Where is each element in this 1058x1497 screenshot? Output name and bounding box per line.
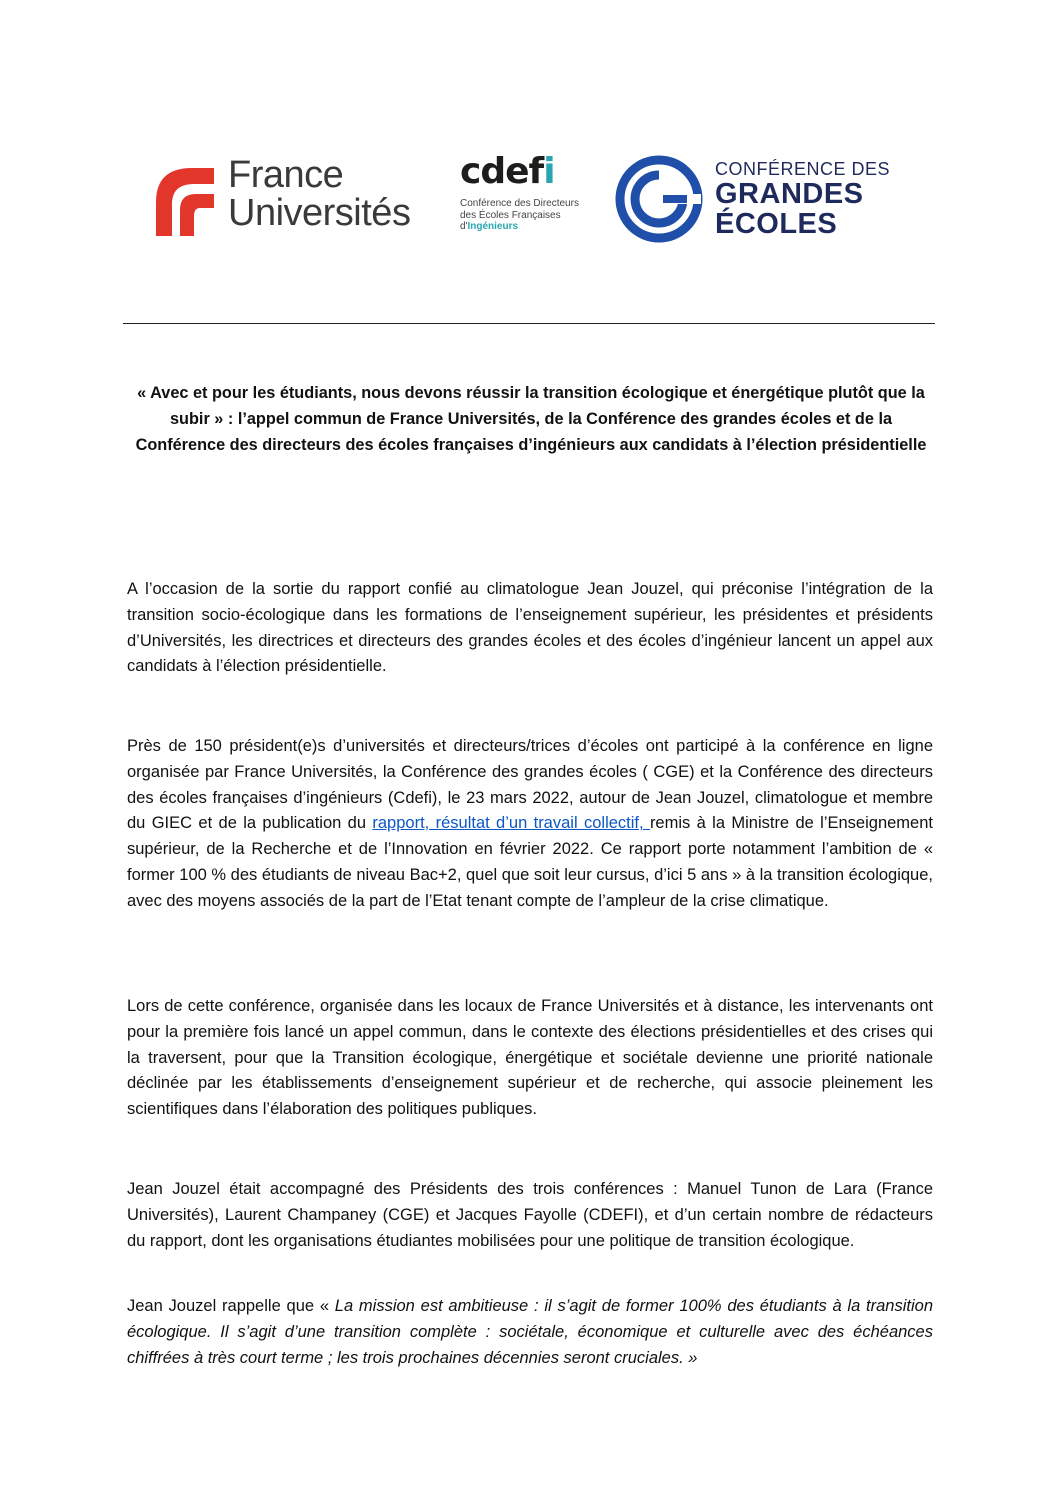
cdefi-subtitle-accent: Ingénieurs xyxy=(467,221,519,232)
paragraph-conference-text-2: remis à la Ministre de l’Enseignement supérieur, de la Recherche et de l’Innovation en février 2022. Ce rapport porte notamment l’ambition de « former 100 % des étudiants de niveau Bac+2, quel que soit leur cursus, d’ici 5 ans » à la transition écologique, avec des moyens associés de la part de l’Etat tenant compte de l’ampleur de la crise climatique. xyxy=(127,814,933,910)
cge-mark-icon xyxy=(615,155,703,243)
paragraph-presidents: Jean Jouzel était accompagné des Présidents des trois conférences : Manuel Tunon de Lara (France Universités), Laurent Champaney (CGE) et Jacques Fayolle (CDEFI), et d’un certain nombre de rédacteurs du rapport, dont les organisations étudiantes mobilisées pour une politique de transition écologique. xyxy=(127,1180,933,1250)
header-divider xyxy=(123,323,935,324)
france-universites-mark-icon xyxy=(152,162,216,236)
france-universites-line1: France xyxy=(228,154,344,196)
cdefi-subtitle-line2: des Écoles Françaises xyxy=(460,209,561,221)
press-release-title: « Avec et pour les étudiants, nous devons réussir la transition écologique et énergétique plutôt que la subir » : l’appel commun de France Universités, de la Conférence des grandes écoles et de la Conférence des directeurs des écoles françaises d’ingénieurs aux candidats à l’élection présidentielle xyxy=(135,384,927,454)
france-universites-line2: Universités xyxy=(228,192,411,234)
report-link[interactable]: rapport, résultat d’un travail collectif, xyxy=(372,814,650,833)
cdefi-subtitle xyxy=(460,198,610,233)
paragraph-quote-intro: Jean Jouzel rappelle que « xyxy=(127,1297,335,1315)
cdefi-subtitle-line3: d' xyxy=(460,221,468,232)
cge-line2: GRANDES xyxy=(715,178,864,210)
cge-line1: CONFÉRENCE DES xyxy=(715,159,891,179)
cdefi-logo xyxy=(460,152,610,252)
cdefi-wordmark-main: cdef xyxy=(460,151,544,192)
cdefi-subtitle-line1: Conférence des Directeurs xyxy=(460,198,579,209)
paragraph-intro: A l’occasion de la sortie du rapport confié au climatologue Jean Jouzel, qui préconise l’intégration de la transition socio-écologique dans les formations de l’enseignement supérieur, les présidentes et présidents d’Universités, les directrices et directeurs des grandes écoles et des écoles d’ingénieur lancent un appel aux candidats à l’élection présidentielle. xyxy=(127,580,933,676)
cdefi-wordmark-accent: i xyxy=(543,151,555,192)
paragraph-conference xyxy=(127,734,933,915)
cge-line3: ÉCOLES xyxy=(715,208,838,240)
paragraph-conference-text-1: Près de 150 président(e)s d’universités et directeurs/trices d’écoles ont participé à la conférence en ligne organisée par France Universités, la Conférence des grandes écoles ( CGE) et la Conférence des directeurs des écoles françaises d’ingénieurs (Cdefi), le 23 mars 2022, autour de Jean Jouzel, climatologue et membre du GIEC et de la publication du xyxy=(127,737,933,833)
paragraph-quote xyxy=(127,1294,933,1371)
paragraph-appeal: Lors de cette conférence, organisée dans les locaux de France Universités et à distance, les intervenants ont pour la première fois lancé un appel commun, dans le contexte des élections présidentielles et des crises qui la traversent, pour que la Transition écologique, énergétique et sociétale devienne une priorité nationale déclinée par les établissements d’enseignement supérieur et de recherche, qui associe pleinement les scientifiques dans l’élaboration des politiques publiques. xyxy=(127,997,933,1119)
paragraph-quote-text: La mission est ambitieuse : il s’agit de former 100% des étudiants à la transition écologique. Il s’agit d’une transition complète : sociétale, économique et culturelle avec des échéances chiffrées à très court terme ; les trois prochaines décennies seront cruciales. » xyxy=(127,1297,934,1367)
france-universites-logo xyxy=(150,154,450,240)
cdefi-wordmark xyxy=(460,152,610,192)
cge-logo xyxy=(615,155,895,245)
